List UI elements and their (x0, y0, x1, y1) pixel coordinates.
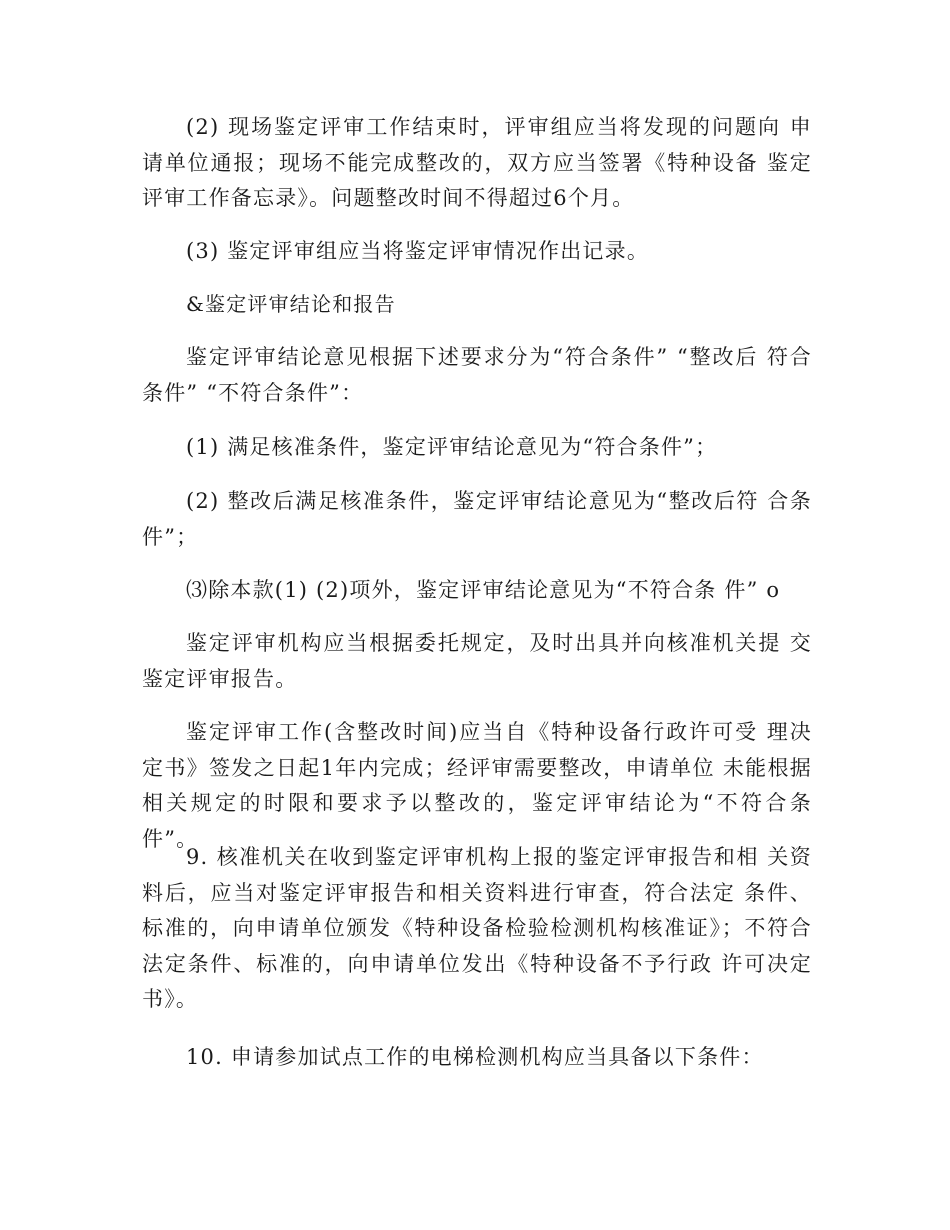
list-item-conclusion-2: (2) 整改后满足核准条件，鉴定评审结论意见为“整改后符 合条件”； (142, 489, 812, 549)
list-item-conclusion-1: (1) 满足核准条件，鉴定评审结论意见为“符合条件”； (186, 435, 718, 459)
paragraph-review-time-limit: 鉴定评审工作(含整改时间)应当自《特种设备行政许可受 理决定书》签发之日起1年内完成；经评审需要整改，申请单位 未能根据相关规定的时限和要求予以整改的，鉴定评审结论为“不符合条 件”。 (142, 720, 812, 851)
paragraph-report-submission: 鉴定评审机构应当根据委托规定，及时出具并向核准机关提 交鉴定评审报告。 (142, 631, 812, 691)
list-item-conclusion-3: ⑶除本款(1) (2)项外，鉴定评审结论意见为“不符合条 件” o (186, 578, 781, 602)
paragraph-conclusion-categories: 鉴定评审结论意见根据下述要求分为“符合条件” “整改后 符合条件” “不符合条件”： (142, 345, 812, 405)
paragraph-onsite-review-end: (2) 现场鉴定评审工作结束时，评审组应当将发现的问题向 申请单位通报；现场不能完成整改的，双方应当签署《特种设备 鉴定评审工作备忘录》。问题整改时间不得超过6个月。 (142, 115, 812, 210)
section-heading-conclusion-report: &鉴定评审结论和报告 (186, 292, 396, 316)
paragraph-item-9: 9. 核准机关在收到鉴定评审机构上报的鉴定评审报告和相 关资料后，应当对鉴定评审报告和相关资料进行审查，符合法定 条件、标准的，向申请单位颁发《特种设备检验检测机构核准证》；不符合法定条件、标准的，向申请单位发出《特种设备不予行政 许可决定书》。 (142, 845, 812, 1011)
paragraph-item-10: 10. 申请参加试点工作的电梯检测机构应当具备以下条件： (186, 1045, 764, 1069)
paragraph-review-record: (3) 鉴定评审组应当将鉴定评审情况作出记录。 (186, 239, 650, 263)
